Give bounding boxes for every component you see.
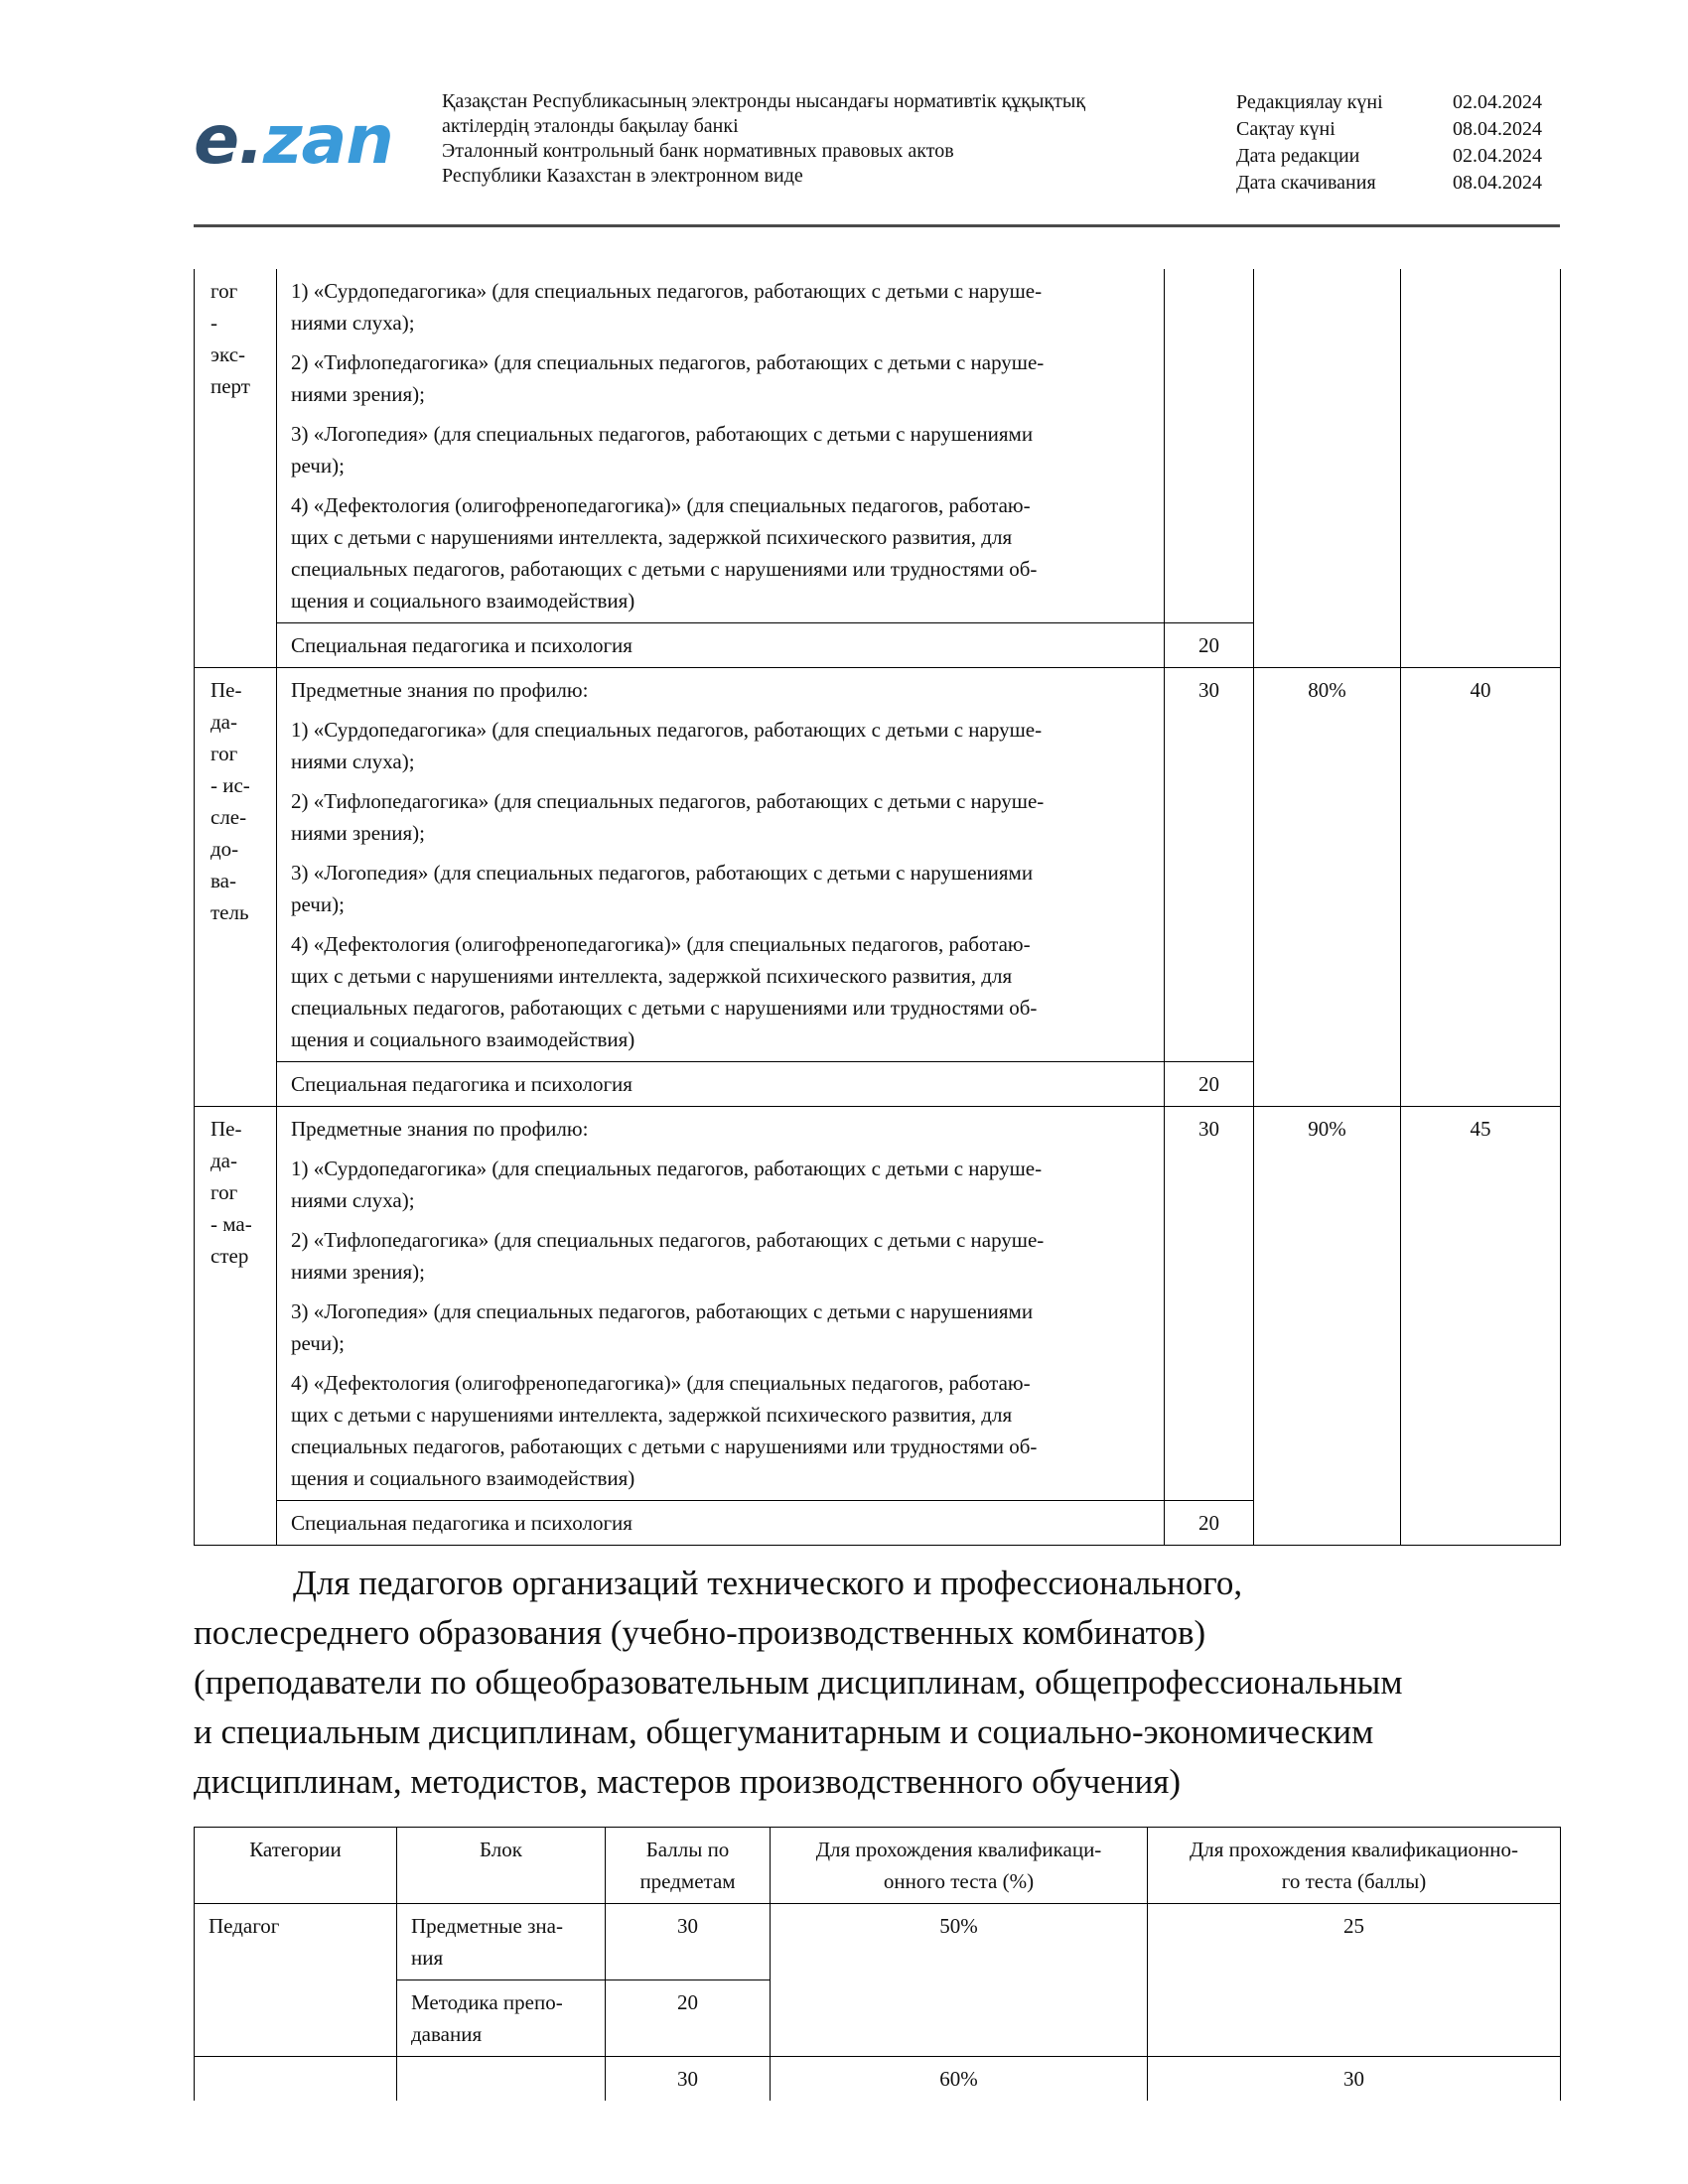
date-value: 02.04.2024 xyxy=(1453,91,1542,113)
profile-item: 1) «Сурдопедагогика» (для специальных педагогов, работающих с детьми с наруше- ниями слуха); xyxy=(291,279,1043,335)
block-cell: Специальная педагогика и психология xyxy=(277,1062,1165,1107)
profile-item: 3) «Логопедия» (для специальных педагогов, работающих с детьми с нарушениями речи); xyxy=(291,1299,1034,1355)
points-cell: 30 xyxy=(1165,668,1254,1062)
category-cell: Пе- да- гог - ис- сле- до- ва- тель xyxy=(195,668,277,1107)
ezan-logo[interactable]: e.zan xyxy=(194,101,393,180)
header-divider xyxy=(194,224,1560,227)
category-cell: Пе- да- гог - ма- стер xyxy=(195,1107,277,1546)
profile-item: 4) «Дефектология (олигофренопедагогика)» (для специальных педагогов, работаю- щих с детьми с нарушениями интеллекта, задержкой психического развития, для специальных педагогов, работающих с детьми с нарушениями или трудностями об- щения и социального взаимодействия) xyxy=(291,1371,1038,1490)
header-line: актілердің эталонды бақылау банкі xyxy=(442,115,739,137)
block-cell: Специальная педагогика и психология xyxy=(277,1501,1165,1546)
date-value: 08.04.2024 xyxy=(1453,172,1542,194)
header-line: Қазақстан Республикасының электронды нысандағы нормативтік құқықтық xyxy=(442,90,1086,112)
date-label: Дата редакции xyxy=(1236,145,1360,167)
date-label: Редакциялау күні xyxy=(1236,91,1383,113)
qualification-table-tipo xyxy=(194,1827,1561,2101)
table-row xyxy=(195,269,1561,623)
score-cell: 45 xyxy=(1401,1107,1561,1546)
header-line: Республики Казахстан в электронном виде xyxy=(442,165,803,187)
points-cell: 20 xyxy=(1165,1062,1254,1107)
percent-cell xyxy=(1254,269,1401,668)
date-value: 08.04.2024 xyxy=(1453,118,1542,140)
profile-item: 1) «Сурдопедагогика» (для специальных педагогов, работающих с детьми с наруше- ниями слуха); xyxy=(291,1157,1043,1212)
column-header: Для прохождения квалификаци- онного теста (%) xyxy=(771,1828,1148,1904)
section-paragraph: Для педагогов организаций технического и профессионального, послесреднего образования (учебно-производственных комбинатов) (преподаватели по общеобразовательным дисциплинам, общепрофессиональным и специальным дисциплинам, общегуманитарным и социально-экономическим дисциплинам, методистов, мастеров производственного обучения) xyxy=(194,1564,1403,1801)
percent-cell: 80% xyxy=(1254,668,1401,1107)
percent-cell: 90% xyxy=(1254,1107,1401,1546)
profile-item: 2) «Тифлопедагогика» (для специальных педагогов, работающих с детьми с наруше- ниями зрения); xyxy=(291,789,1045,845)
points-cell: 30 xyxy=(1165,1107,1254,1501)
qualification-table-special xyxy=(194,269,1561,1546)
table-row xyxy=(195,668,1561,1062)
column-header: Блок xyxy=(397,1828,606,1904)
score-cell: 30 xyxy=(1148,2057,1561,2102)
header-line: Эталонный контрольный банк нормативных правовых актов xyxy=(442,140,954,162)
category-cell xyxy=(195,2057,397,2102)
table-row xyxy=(195,1904,1561,1980)
document-header xyxy=(194,81,1560,220)
block-cell xyxy=(277,269,1165,623)
date-value: 02.04.2024 xyxy=(1453,145,1542,167)
column-header: Для прохождения квалификационно- го теста (баллы) xyxy=(1148,1828,1561,1904)
category-cell: Педагог xyxy=(195,1904,397,2057)
points-cell: 30 xyxy=(606,1904,771,1980)
points-cell: 20 xyxy=(1165,623,1254,668)
percent-cell: 60% xyxy=(771,2057,1148,2102)
block-cell: Методика препо- давания xyxy=(397,1980,606,2057)
table-row xyxy=(195,1107,1561,1501)
profile-item: 3) «Логопедия» (для специальных педагогов, работающих с детьми с нарушениями речи); xyxy=(291,422,1034,478)
points-cell xyxy=(1165,269,1254,623)
category-cell: гог - экс- перт xyxy=(195,269,277,668)
score-cell: 25 xyxy=(1148,1904,1561,2057)
header-dates xyxy=(1236,89,1564,197)
score-cell xyxy=(1401,269,1561,668)
date-label: Сақтау күні xyxy=(1236,118,1336,140)
block-cell: Предметные зна- ния xyxy=(397,1904,606,1980)
profile-item: 1) «Сурдопедагогика» (для специальных педагогов, работающих с детьми с наруше- ниями слуха); xyxy=(291,718,1043,773)
table-header-row xyxy=(195,1828,1561,1904)
percent-cell: 50% xyxy=(771,1904,1148,2057)
date-label: Дата скачивания xyxy=(1236,172,1376,194)
profile-item: 4) «Дефектология (олигофренопедагогика)» (для специальных педагогов, работаю- щих с детьми с нарушениями интеллекта, задержкой психического развития, для специальных педагогов, работающих с детьми с нарушениями или трудностями об- щения и социального взаимодействия) xyxy=(291,493,1038,613)
block-cell xyxy=(277,1107,1165,1501)
column-header: Категории xyxy=(195,1828,397,1904)
points-cell: 30 xyxy=(606,2057,771,2102)
profile-item: 2) «Тифлопедагогика» (для специальных педагогов, работающих с детьми с наруше- ниями зрения); xyxy=(291,350,1045,406)
table-row xyxy=(195,2057,1561,2102)
score-cell: 40 xyxy=(1401,668,1561,1107)
profile-item: 2) «Тифлопедагогика» (для специальных педагогов, работающих с детьми с наруше- ниями зрения); xyxy=(291,1228,1045,1284)
block-cell xyxy=(277,668,1165,1062)
profile-item: 3) «Логопедия» (для специальных педагогов, работающих с детьми с нарушениями речи); xyxy=(291,861,1034,916)
header-title xyxy=(442,89,1137,189)
points-cell: 20 xyxy=(1165,1501,1254,1546)
points-cell: 20 xyxy=(606,1980,771,2057)
block-heading: Предметные знания по профилю: xyxy=(291,678,589,702)
block-cell xyxy=(397,2057,606,2102)
block-cell: Специальная педагогика и психология xyxy=(277,623,1165,668)
block-heading: Предметные знания по профилю: xyxy=(291,1117,589,1141)
column-header: Баллы по предметам xyxy=(606,1828,771,1904)
profile-item: 4) «Дефектология (олигофренопедагогика)» (для специальных педагогов, работаю- щих с детьми с нарушениями интеллекта, задержкой психического развития, для специальных педагогов, работающих с детьми с нарушениями или трудностями об- щения и социального взаимодействия) xyxy=(291,932,1038,1051)
